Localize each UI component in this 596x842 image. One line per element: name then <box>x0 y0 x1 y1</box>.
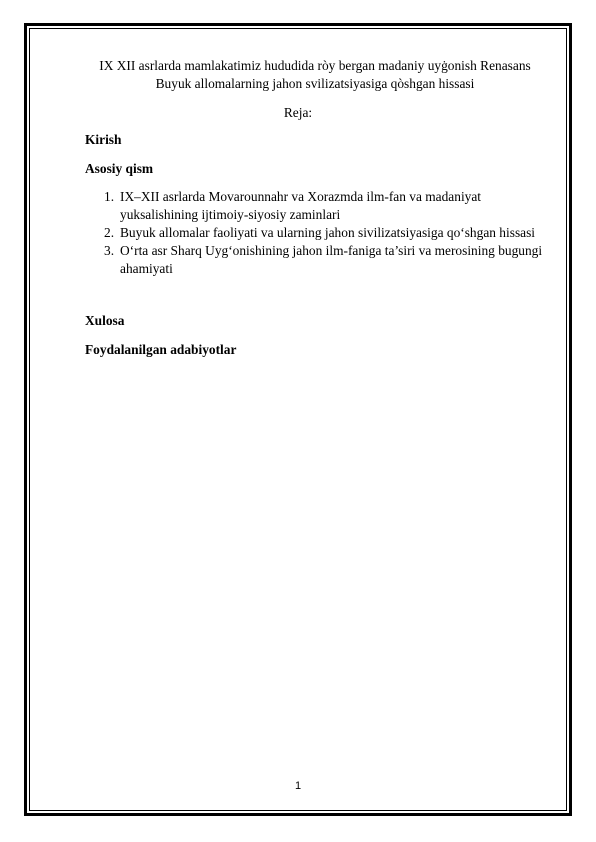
document-title <box>60 57 570 93</box>
plan-item-text: IX–XII asrlarda Movarounnahr va Xorazmda ilm-fan va madaniyat yuksalishining ijtimoiy-siyosiy zaminlari <box>120 189 482 222</box>
page-number: 1 <box>294 780 302 792</box>
plan-label: Reja: <box>283 105 313 120</box>
plan-item-number: 3. <box>104 243 115 258</box>
plan-item-text: Buyuk allomalar faoliyati va ularning jahon sivilizatsiyasiga qo‘shgan hissasi <box>120 225 536 240</box>
plan-item-3 <box>104 242 544 278</box>
plan-item-number: 1. <box>104 189 115 204</box>
references-heading: Foydalanilgan adabiyotlar <box>85 342 237 357</box>
main-heading: Asosiy qism <box>85 161 154 176</box>
plan-list <box>104 188 544 278</box>
plan-item-1 <box>104 188 544 224</box>
plan-item-2 <box>104 224 544 242</box>
title-line-1: IX XII asrlarda mamlakatimiz hududida ròy bergan madaniy uyġonish Renasans <box>99 58 531 73</box>
intro-heading: Kirish <box>85 132 122 147</box>
title-line-2: Buyuk allomalarning jahon svilizatsiyasiga qòshgan hissasi <box>155 76 475 91</box>
plan-item-number: 2. <box>104 225 115 240</box>
plan-item-text: O‘rta asr Sharq Uyg‘onishining jahon ilm-faniga ta’siri va merosining bugungi ahamiyati <box>120 243 543 276</box>
conclusion-heading: Xulosa <box>85 313 125 328</box>
